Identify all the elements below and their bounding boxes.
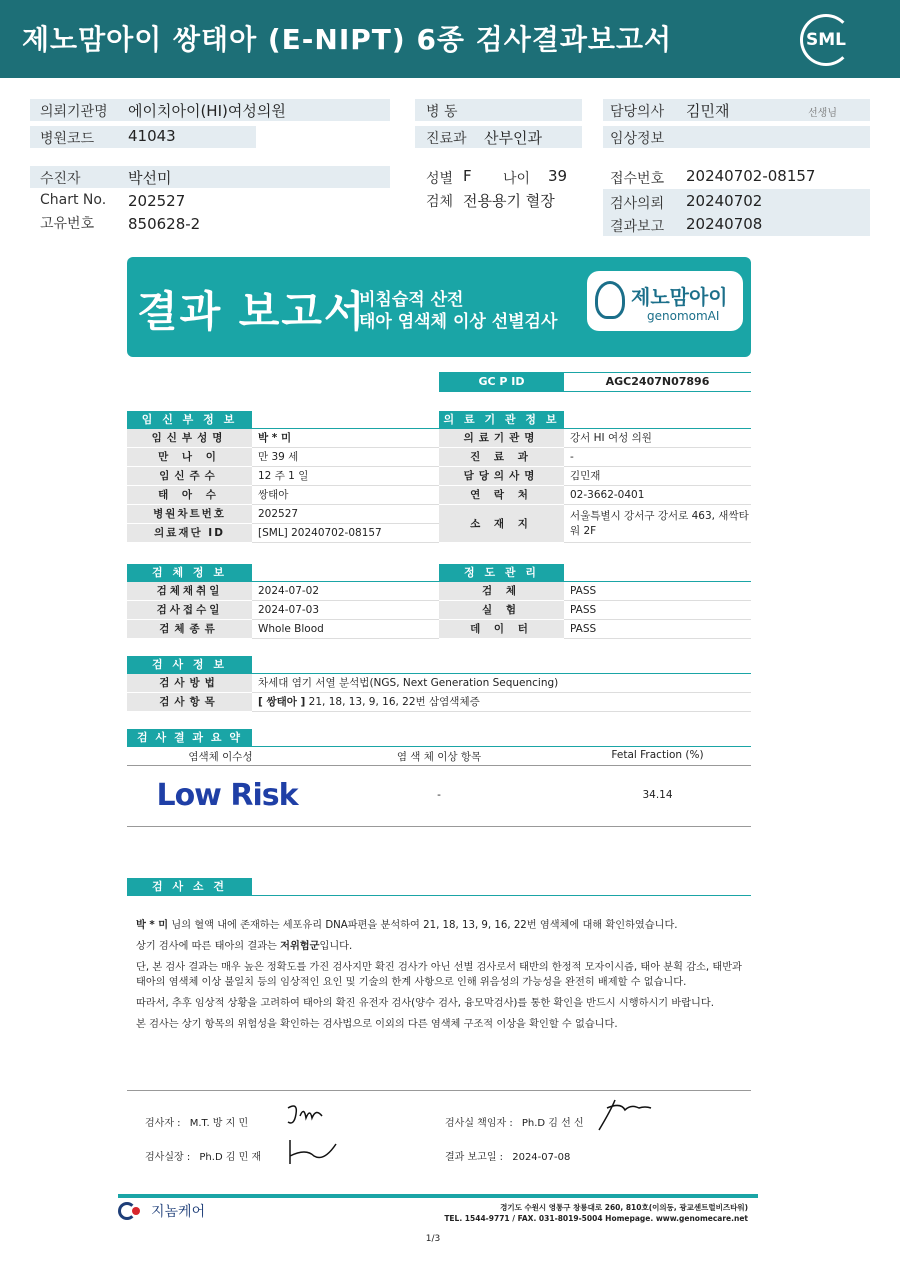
row-label: 태 아 수 — [127, 486, 252, 505]
opinion-p1-text: 님의 혈액 내에 존재하는 세포유리 DNA파편을 분석하여 21, 18, 13, 9, 16, 22번 염색체에 대해 확인하였습니다. — [168, 920, 678, 931]
table-row — [439, 505, 751, 543]
chief-value: Ph.D 김 민 재 — [199, 1152, 262, 1163]
specimen-label: 검체 — [426, 194, 454, 210]
gcpid-value: AGC2407N07896 — [605, 375, 710, 388]
opinion-header: 검 사 소 견 — [127, 878, 252, 895]
specimen-header: 검 체 정 보 — [127, 564, 252, 581]
sex-value: F — [463, 167, 472, 185]
opinion-p2b: 입니다. — [319, 941, 353, 952]
summary-header: 검 사 결 과 요 약 — [127, 729, 252, 746]
clinical-label: 임상정보 — [610, 131, 665, 147]
table-row — [439, 620, 751, 639]
opinion-p4: 따라서, 추후 임상적 상황을 고려하여 태아의 확진 유전자 검사(양수 검사, 융모막검사)를 통한 확인을 반드시 시행하시기 바랍니다. — [136, 998, 714, 1009]
report-banner — [127, 257, 751, 357]
row-value: 강서 HI 여성 의원 — [564, 429, 751, 448]
receipt-label: 접수번호 — [610, 171, 665, 187]
table-row — [439, 486, 751, 505]
row-label: 검사방법 — [127, 674, 252, 693]
row-label: 연 락 처 — [439, 486, 564, 505]
footer-address: 경기도 수원시 영통구 창룡대로 260, 810호(이의동, 광교센트럴비즈타워) — [500, 1203, 748, 1212]
table-row — [127, 693, 751, 712]
age-value: 39 — [548, 167, 568, 185]
brand-ko: 제노맘아이 — [631, 285, 728, 309]
row-value: Whole Blood — [252, 620, 439, 639]
date-label: 결과 보고일 : — [445, 1152, 504, 1163]
summary-abnormal: - — [437, 789, 441, 801]
opinion-p3b: 태아의 염색체 이상 불일치 등의 임상적인 요인 및 기술의 한계 사항으로 인해 위음성의 가능성을 완전히 배제할 수 없습니다. — [136, 977, 687, 988]
sml-logo: SML — [800, 14, 852, 66]
tester-label: 검사자 : — [145, 1118, 181, 1129]
row-value: - — [564, 448, 751, 467]
row-value: PASS — [564, 620, 751, 639]
patient-value: 박선미 — [128, 169, 172, 187]
row-value: 202527 — [252, 505, 439, 524]
row-value: 쌍태아 — [252, 486, 439, 505]
banner-title: 결과 보고서 — [137, 287, 367, 336]
opinion-p2 — [136, 939, 756, 954]
sex-label: 성별 — [426, 171, 454, 187]
hospital-code-label: 병원코드 — [40, 131, 95, 147]
pregnancy-table — [127, 429, 439, 543]
table-row — [127, 601, 439, 620]
row-value: 2024-07-02 — [252, 582, 439, 601]
chart-label: Chart No. — [40, 192, 107, 208]
table-row — [127, 505, 439, 524]
address-line2: 워 2F — [570, 525, 597, 537]
row-label: 의료기관명 — [439, 429, 564, 448]
dept-label: 진료과 — [426, 131, 467, 147]
institution-header: 의 료 기 관 정 보 — [439, 411, 564, 428]
table-row — [127, 582, 439, 601]
doctor-suffix: 선생님 — [808, 108, 837, 119]
opinion-line — [127, 895, 751, 896]
test-header: 검 사 정 보 — [127, 656, 252, 673]
row-label: 실 험 — [439, 601, 564, 620]
doctor-value: 김민재 — [686, 102, 730, 120]
row-label: 소 재 지 — [439, 505, 564, 543]
row-label: 검사접수일 — [127, 601, 252, 620]
table-row — [127, 429, 439, 448]
client-value: 에이치아이(HI)여성의원 — [128, 102, 286, 120]
table-row — [127, 486, 439, 505]
chief-signature — [284, 1134, 340, 1168]
opinion-p2a: 상기 검사에 따른 태아의 결과는 — [136, 941, 281, 952]
table-row — [127, 674, 751, 693]
tester-signature — [284, 1100, 328, 1130]
doctor-label: 담당의사 — [610, 104, 665, 120]
signature-line — [127, 1090, 751, 1091]
row-value: [SML] 20240702-08157 — [252, 524, 439, 543]
patient-row — [30, 166, 390, 188]
test-table — [127, 674, 751, 712]
opinion-p5: 본 검사는 상기 항목의 위험성을 확인하는 검사법으로 이외의 다른 염색체 구조적 이상을 확인할 수 없습니다. — [136, 1019, 618, 1030]
genomom-logo — [587, 271, 743, 331]
opinion-p3a: 단, 본 검사 결과는 매우 높은 정확도를 가진 검사지만 확진 검사가 아닌 선별 검사로서 태반의 한정적 모자이시즘, 태아 분획 감소, 태반과 — [136, 962, 742, 973]
report-value: 20240708 — [686, 215, 763, 233]
table-row — [127, 620, 439, 639]
client-label: 의뢰기관명 — [40, 104, 108, 120]
row-label: 의료재단 ID — [127, 524, 252, 543]
row-label: 검체채취일 — [127, 582, 252, 601]
chief-label: 검사실장 : — [145, 1152, 191, 1163]
row-value — [252, 693, 751, 712]
row-label: 담당의사명 — [439, 467, 564, 486]
row-value: 02-3662-0401 — [564, 486, 751, 505]
age-label: 나이 — [503, 171, 531, 187]
table-row — [439, 601, 751, 620]
chart-value: 202527 — [128, 192, 186, 210]
row-label: 만 나 이 — [127, 448, 252, 467]
pregnancy-header: 임 신 부 정 보 — [127, 411, 252, 428]
address-value — [564, 505, 751, 543]
table-row — [127, 467, 439, 486]
row-label: 검사항목 — [127, 693, 252, 712]
row-value: PASS — [564, 582, 751, 601]
receipt-value: 20240702-08157 — [686, 167, 816, 185]
row-value: PASS — [564, 601, 751, 620]
specimen-table — [127, 582, 439, 639]
page-number: 1/3 — [425, 1234, 441, 1244]
footer-company: 지놈케어 — [151, 1204, 206, 1220]
table-row — [439, 448, 751, 467]
summary-fetal-fraction: 34.14 — [642, 789, 673, 801]
footer-contact: TEL. 1544-9771 / FAX. 031-8019-5004 Homepage. www.genomecare.net — [444, 1214, 748, 1223]
row-value: 박 * 미 — [252, 429, 439, 448]
request-value: 20240702 — [686, 192, 763, 210]
table-row — [439, 429, 751, 448]
row-label: 데 이 터 — [439, 620, 564, 639]
summary-col2: 염 색 체 이상 항목 — [396, 751, 482, 763]
row-label: 검 체 — [439, 582, 564, 601]
report-date — [445, 1148, 570, 1163]
banner-subtitle — [359, 289, 557, 333]
genomecare-logo-icon — [118, 1202, 148, 1220]
gcpid-label: GC P ID — [439, 372, 564, 392]
row-label: 진 료 과 — [439, 448, 564, 467]
page-title: 제노맘아이 쌍태아 (E-NIPT) 6종 검사결과보고서 — [22, 23, 673, 56]
patient-name: 박 * 미 — [136, 920, 169, 931]
banner-sub2: 태아 염색체 이상 선별검사 — [359, 312, 558, 332]
summary-bottom-line — [127, 826, 751, 827]
tester — [145, 1114, 248, 1129]
row-value: 12 주 1 일 — [252, 467, 439, 486]
header-bar — [0, 0, 900, 78]
address-line1: 서울특별시 강서구 강서로 463, 새싹타 — [570, 510, 749, 522]
banner-sub1: 비침습적 산전 — [359, 290, 464, 310]
items-value: 21, 18, 13, 9, 16, 22번 삼염색체증 — [305, 696, 480, 708]
table-row — [439, 467, 751, 486]
date-value: 2024-07-08 — [512, 1152, 571, 1163]
request-label: 검사의뢰 — [610, 196, 665, 212]
director-signature — [595, 1096, 655, 1132]
result-low-risk: Low Risk — [156, 778, 298, 813]
brand-en: genomomAI — [647, 309, 720, 323]
summary-col3: Fetal Fraction (%) — [611, 749, 704, 761]
table-row — [127, 524, 439, 543]
institution-table — [439, 429, 751, 543]
summary-col1: 염색체 이수성 — [188, 751, 253, 763]
specimen-value: 전용용기 혈장 — [463, 192, 555, 210]
opinion-text — [136, 918, 756, 1032]
hospital-code-value: 41043 — [128, 127, 176, 145]
row-value: 2024-07-03 — [252, 601, 439, 620]
row-value: 만 39 세 — [252, 448, 439, 467]
qc-header: 정 도 관 리 — [439, 564, 564, 581]
director-label: 검사실 책임자 : — [445, 1118, 513, 1129]
row-label: 검체종류 — [127, 620, 252, 639]
director — [445, 1114, 584, 1129]
tester-value: M.T. 방 지 민 — [189, 1118, 249, 1129]
items-bold: [ 쌍태아 ] — [258, 696, 306, 708]
row-label: 임신주수 — [127, 467, 252, 486]
report-label: 결과보고 — [610, 219, 665, 235]
risk-level: 저위험군 — [280, 941, 320, 952]
unique-label: 고유번호 — [40, 216, 95, 232]
footer-bar — [118, 1194, 758, 1198]
genomom-icon — [595, 281, 625, 319]
chief — [145, 1148, 261, 1163]
row-label: 병원차트번호 — [127, 505, 252, 524]
dept-value: 산부인과 — [484, 129, 542, 147]
patient-label: 수진자 — [40, 171, 81, 187]
ward-label: 병 동 — [426, 104, 458, 120]
row-value: 차세대 염기 서열 분석법(NGS, Next Generation Sequencing) — [252, 674, 751, 693]
unique-value: 850628-2 — [128, 215, 201, 233]
row-value: 김민재 — [564, 467, 751, 486]
opinion-p1 — [136, 918, 756, 933]
director-value: Ph.D 김 선 신 — [521, 1118, 584, 1129]
table-row — [439, 582, 751, 601]
row-label: 임신부성명 — [127, 429, 252, 448]
qc-table — [439, 582, 751, 639]
table-row — [127, 448, 439, 467]
